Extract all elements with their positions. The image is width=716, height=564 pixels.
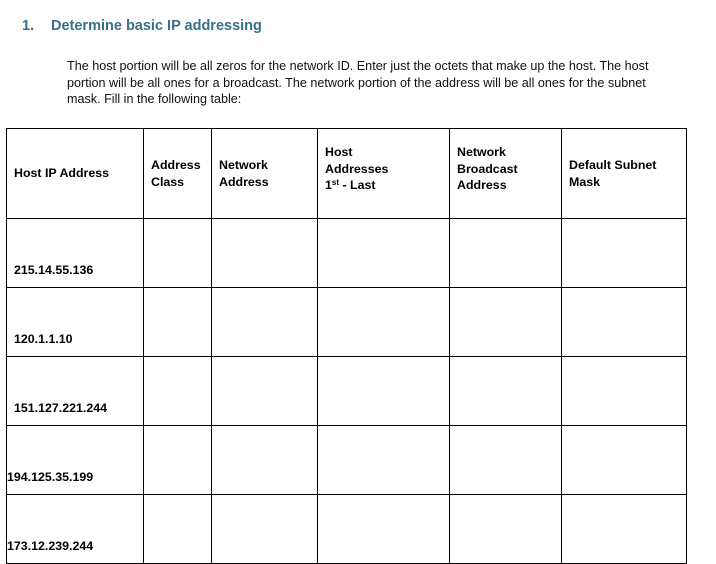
broadcast-address-cell[interactable] bbox=[450, 219, 562, 288]
header-address-class-line: Class bbox=[151, 174, 185, 189]
ordinal-number: 1 bbox=[325, 178, 332, 192]
table-row bbox=[7, 288, 687, 357]
network-address-cell[interactable] bbox=[212, 288, 318, 357]
range-end-label: - Last bbox=[339, 178, 376, 192]
header-broadcast-line: Broadcast bbox=[457, 161, 518, 176]
header-host-addresses-line: Addresses bbox=[325, 161, 389, 176]
header-subnet-mask-line: Mask bbox=[569, 174, 600, 189]
broadcast-address-cell[interactable] bbox=[450, 495, 562, 564]
header-address-class-line: Address bbox=[151, 158, 201, 172]
host-ip-cell: 173.12.239.244 bbox=[7, 495, 144, 564]
host-ip-cell: 194.125.35.199 bbox=[7, 426, 144, 495]
ordinal-suffix: st bbox=[331, 178, 340, 187]
instructions-paragraph: The host portion will be all zeros for the network ID. Enter just the octets that make up the host. The host portion will be all ones for a broadcast. The network portion of the address will be all ones for the subnet mask. Fill in the following table: bbox=[67, 59, 649, 107]
host-ip-cell: 120.1.1.10 bbox=[7, 288, 144, 357]
header-host-addresses bbox=[318, 129, 450, 219]
header-address-class bbox=[144, 129, 212, 219]
network-address-cell[interactable] bbox=[212, 357, 318, 426]
header-host-ip bbox=[7, 129, 144, 219]
header-default-subnet-mask bbox=[562, 129, 687, 219]
table-row bbox=[7, 219, 687, 288]
subnet-mask-cell[interactable] bbox=[562, 357, 687, 426]
header-host-addresses-range bbox=[325, 177, 449, 194]
header-network-address-line: Address bbox=[219, 174, 269, 189]
header-network-address-line: Network bbox=[219, 158, 268, 172]
network-address-cell[interactable] bbox=[212, 219, 318, 288]
address-class-cell[interactable] bbox=[144, 219, 212, 288]
address-class-cell[interactable] bbox=[144, 357, 212, 426]
host-ip-cell: 151.127.221.244 bbox=[7, 357, 144, 426]
header-network-address bbox=[212, 129, 318, 219]
header-broadcast-line: Address bbox=[457, 178, 507, 192]
host-range-cell[interactable] bbox=[318, 288, 450, 357]
address-class-cell[interactable] bbox=[144, 426, 212, 495]
broadcast-address-cell[interactable] bbox=[450, 288, 562, 357]
host-range-cell[interactable] bbox=[318, 219, 450, 288]
host-range-cell[interactable] bbox=[318, 357, 450, 426]
header-broadcast-line: Network bbox=[457, 145, 506, 159]
address-class-cell[interactable] bbox=[144, 495, 212, 564]
host-ip-cell: 215.14.55.136 bbox=[7, 219, 144, 288]
subnet-mask-cell[interactable] bbox=[562, 426, 687, 495]
host-range-cell[interactable] bbox=[318, 426, 450, 495]
network-address-cell[interactable] bbox=[212, 495, 318, 564]
table-header-row bbox=[7, 129, 687, 219]
section-number: 1. bbox=[22, 18, 35, 34]
table-row bbox=[7, 357, 687, 426]
subnet-mask-cell[interactable] bbox=[562, 495, 687, 564]
address-class-cell[interactable] bbox=[144, 288, 212, 357]
broadcast-address-cell[interactable] bbox=[450, 426, 562, 495]
host-range-cell[interactable] bbox=[318, 495, 450, 564]
header-broadcast-address bbox=[450, 129, 562, 219]
ip-addressing-table bbox=[6, 128, 687, 564]
section-heading bbox=[22, 18, 262, 34]
table-row bbox=[7, 495, 687, 564]
header-host-ip-label: Host IP Address bbox=[14, 166, 110, 181]
header-subnet-mask-line: Default Subnet bbox=[569, 158, 657, 172]
subnet-mask-cell[interactable] bbox=[562, 288, 687, 357]
subnet-mask-cell[interactable] bbox=[562, 219, 687, 288]
section-title: Determine basic IP addressing bbox=[51, 18, 262, 34]
broadcast-address-cell[interactable] bbox=[450, 357, 562, 426]
header-host-addresses-line: Host bbox=[325, 145, 353, 159]
network-address-cell[interactable] bbox=[212, 426, 318, 495]
table-row bbox=[7, 426, 687, 495]
